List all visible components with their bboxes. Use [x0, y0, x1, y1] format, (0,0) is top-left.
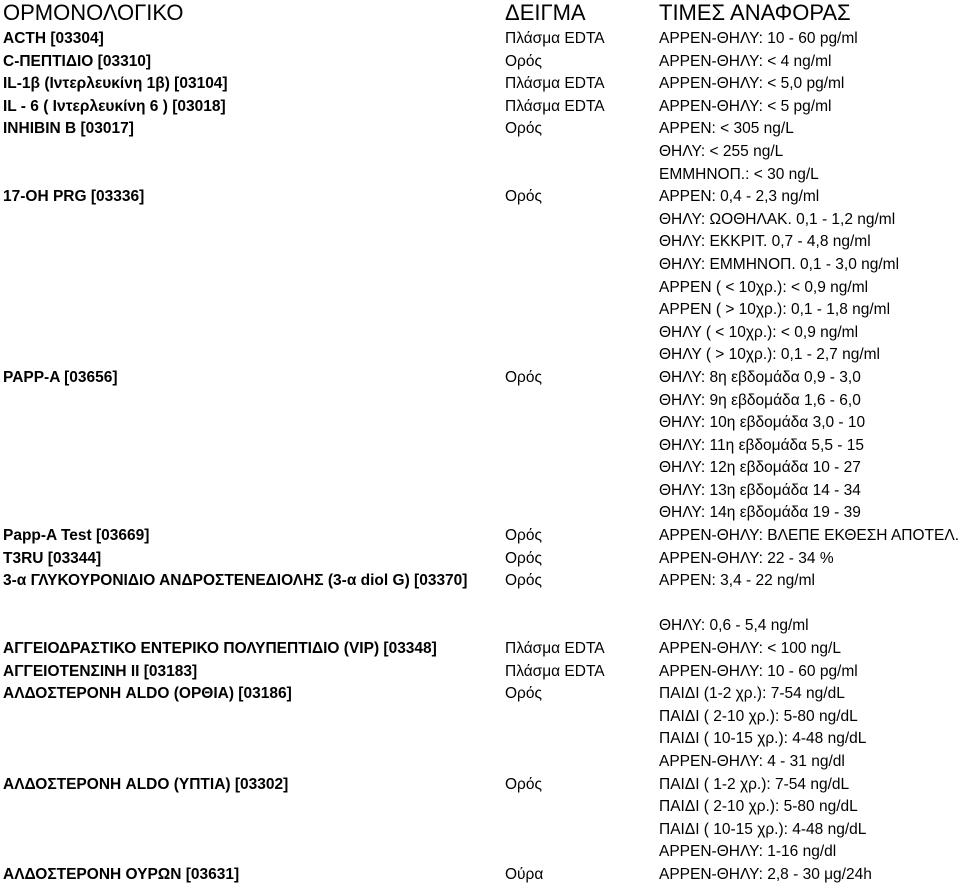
reference-value: ΠΑΙΔΙ ( 10-15 χρ.): 4-48 ng/dL [659, 730, 867, 748]
reference-value: ΘΗΛΥ: 14η εβδομάδα 19 - 39 [659, 504, 861, 522]
reference-value: ΘΗΛΥ: < 255 ng/L [659, 142, 784, 160]
table-row [0, 661, 960, 684]
reference-table [0, 28, 960, 887]
table-row [0, 819, 960, 842]
test-name: ΑΓΓΕΙΟΤΕΝΣΙΝΗ II [03183] [3, 662, 198, 680]
reference-value: ΑΡΡΕΝ-ΘΗΛΥ: 10 - 60 pg/ml [659, 30, 858, 47]
reference-value: ΘΗΛΥ: 0,6 - 5,4 ng/ml [659, 617, 809, 635]
sample-type: Πλάσμα EDTA [505, 30, 605, 47]
table-row [0, 141, 960, 164]
table-row [0, 548, 960, 571]
reference-value: ΑΡΡΕΝ-ΘΗΛΥ: < 4 ng/ml [659, 52, 832, 70]
table-row [0, 706, 960, 729]
test-name: INHIBIN B [03017] [3, 120, 134, 138]
table-row [0, 412, 960, 435]
table-row [0, 570, 960, 593]
table-row [0, 254, 960, 277]
sample-type: Ορός [505, 188, 542, 206]
table-row [0, 796, 960, 819]
reference-value: ΘΗΛΥ: ΕΜΜΗΝΟΠ. 0,1 - 3,0 ng/ml [659, 255, 900, 273]
header-reference-values: ΤΙΜΕΣ ΑΝΑΦΟΡΑΣ [659, 0, 851, 25]
table-row [0, 435, 960, 458]
test-name: ΑΛΔΟΣΤΕΡΟΝΗ ALDO (ΥΠΤΙΑ) [03302] [3, 775, 289, 793]
reference-value: ΘΗΛΥ: 10η εβδομάδα 3,0 - 10 [659, 414, 866, 432]
sample-type: Ορός [505, 120, 542, 138]
table-row [0, 457, 960, 480]
table-row [0, 864, 960, 887]
reference-value: ΑΡΡΕΝ-ΘΗΛΥ: 10 - 60 pg/ml [659, 662, 858, 680]
reference-value: ΠΑΙΔΙ ( 10-15 χρ.): 4-48 ng/dL [659, 820, 867, 838]
reference-value: ΕΜΜΗΝΟΠ.: < 30 ng/L [659, 165, 819, 183]
reference-value: ΘΗΛΥ: 11η εβδομάδα 5,5 - 15 [659, 436, 864, 454]
test-name: Papp-A Test [03669] [3, 527, 150, 545]
test-name: IL - 6 ( Ιντερλευκίνη 6 ) [03018] [3, 97, 226, 115]
table-row [0, 774, 960, 797]
test-name: C-ΠΕΠΤΙΔΙΟ [03310] [3, 52, 152, 70]
sample-type: Ορός [505, 52, 542, 70]
reference-value: ΑΡΡΕΝ-ΘΗΛΥ: ΒΛΕΠΕ ΕΚΘΕΣΗ ΑΠΟΤΕΛ. [659, 527, 960, 545]
reference-value: ΑΡΡΕΝ-ΘΗΛΥ: 4 - 31 ng/dl [659, 753, 845, 770]
test-name: 17-OH PRG [03336] [3, 188, 145, 206]
reference-value: ΘΗΛΥ: 9η εβδομάδα 1,6 - 6,0 [659, 391, 861, 409]
reference-value: ΠΑΙΔΙ ( 1-2 χρ.): 7-54 ng/dL [659, 775, 850, 793]
reference-value: ΑΡΡΕΝ-ΘΗΛΥ: < 100 ng/L [659, 640, 841, 658]
sample-type: Ορός [505, 368, 542, 386]
table-row [0, 638, 960, 661]
sample-type: Ορός [505, 685, 542, 703]
table-row [0, 502, 960, 525]
sample-type: Πλάσμα EDTA [505, 75, 605, 93]
reference-value: ΠΑΙΔΙ ( 2-10 χρ.): 5-80 ng/dL [659, 798, 858, 816]
test-name: ACTH [03304] [3, 30, 104, 47]
reference-value: ΑΡΡΕΝ-ΘΗΛΥ: 2,8 - 30 μg/24h [659, 865, 872, 883]
test-name: ΑΛΔΟΣΤΕΡΟΝΗ ΟΥΡΩΝ [03631] [3, 865, 240, 883]
table-row [0, 118, 960, 141]
reference-value: ΑΡΡΕΝ: 3,4 - 22 ng/ml [659, 572, 815, 590]
table-row [0, 322, 960, 345]
table-row [0, 231, 960, 254]
reference-value: ΑΡΡΕΝ ( < 10χρ.): < 0,9 ng/ml [659, 278, 869, 296]
sample-type: Ορός [505, 775, 542, 793]
table-row [0, 525, 960, 548]
sample-type: Ορός [505, 572, 542, 590]
header-category: ΟΡΜΟΝΟΛΟΓΙΚΟ [3, 0, 184, 25]
table-row [0, 480, 960, 503]
table-header [0, 0, 960, 28]
sample-type: Πλάσμα EDTA [505, 640, 605, 658]
reference-value: ΑΡΡΕΝ-ΘΗΛΥ: < 5 pg/ml [659, 97, 832, 115]
reference-value: ΘΗΛΥ ( < 10χρ.): < 0,9 ng/ml [659, 323, 859, 341]
test-name: 3-α ΓΛΥΚΟΥΡΟΝΙΔΙΟ ΑΝΔΡΟΣΤΕΝΕΔΙΟΛΗΣ (3-α diol G) [03370] [3, 572, 468, 590]
reference-value: ΠΑΙΔΙ (1-2 χρ.): 7-54 ng/dL [659, 685, 845, 703]
reference-value: ΘΗΛΥ: ΩΟΘΗΛΑΚ. 0,1 - 1,2 ng/ml [659, 210, 896, 228]
table-row [0, 841, 960, 864]
reference-value: ΑΡΡΕΝ ( > 10χρ.): 0,1 - 1,8 ng/ml [659, 301, 891, 319]
table-row [0, 367, 960, 390]
table-row [0, 683, 960, 706]
reference-value: ΑΡΡΕΝ-ΘΗΛΥ: 1-16 ng/dl [659, 843, 837, 861]
table-row [0, 277, 960, 300]
test-name: T3RU [03344] [3, 549, 102, 567]
sample-type: Πλάσμα EDTA [505, 97, 605, 115]
test-name: ΑΓΓΕΙΟΔΡΑΣΤΙΚΟ ΕΝΤΕΡΙΚΟ ΠΟΛΥΠΕΠΤΙΔΙΟ (VIP) [03348] [3, 640, 437, 658]
sample-type: Ούρα [505, 865, 544, 883]
sample-type: Ορός [505, 527, 542, 545]
table-row [0, 344, 960, 367]
reference-value: ΘΗΛΥ: 13η εβδομάδα 14 - 34 [659, 481, 861, 499]
sample-type: Ορός [505, 549, 542, 567]
table-row [0, 728, 960, 751]
test-name: ΑΛΔΟΣΤΕΡΟΝΗ ALDO (ΟΡΘΙΑ) [03186] [3, 685, 292, 703]
reference-value: ΑΡΡΕΝ-ΘΗΛΥ: < 5,0 pg/ml [659, 75, 845, 93]
reference-value: ΘΗΛΥ: ΕΚΚΡΙΤ. 0,7 - 4,8 ng/ml [659, 233, 871, 251]
table-row [0, 73, 960, 96]
table-row [0, 299, 960, 322]
reference-value: ΘΗΛΥ: 8η εβδομάδα 0,9 - 3,0 [659, 368, 861, 386]
reference-value: ΑΡΡΕΝ: 0,4 - 2,3 ng/ml [659, 188, 820, 206]
table-row [0, 615, 960, 638]
reference-value: ΘΗΛΥ ( > 10χρ.): 0,1 - 2,7 ng/ml [659, 346, 880, 364]
header-sample: ΔΕΙΓΜΑ [505, 0, 586, 25]
table-row [0, 96, 960, 119]
table-row [0, 593, 960, 616]
table-row [0, 390, 960, 413]
table-row [0, 164, 960, 187]
test-name: PAPP-A [03656] [3, 368, 118, 386]
table-row [0, 751, 960, 774]
table-row [0, 28, 960, 51]
reference-value: ΘΗΛΥ: 12η εβδομάδα 10 - 27 [659, 459, 861, 477]
table-row [0, 209, 960, 232]
test-name: IL-1β (Ιντερλευκίνη 1β) [03104] [3, 75, 228, 93]
sample-type: Πλάσμα EDTA [505, 662, 605, 680]
table-row [0, 51, 960, 74]
table-row [0, 186, 960, 209]
reference-value: ΠΑΙΔΙ ( 2-10 χρ.): 5-80 ng/dL [659, 707, 858, 725]
reference-value: ΑΡΡΕΝ-ΘΗΛΥ: 22 - 34 % [659, 549, 834, 567]
reference-value: ΑΡΡΕΝ: < 305 ng/L [659, 120, 794, 138]
